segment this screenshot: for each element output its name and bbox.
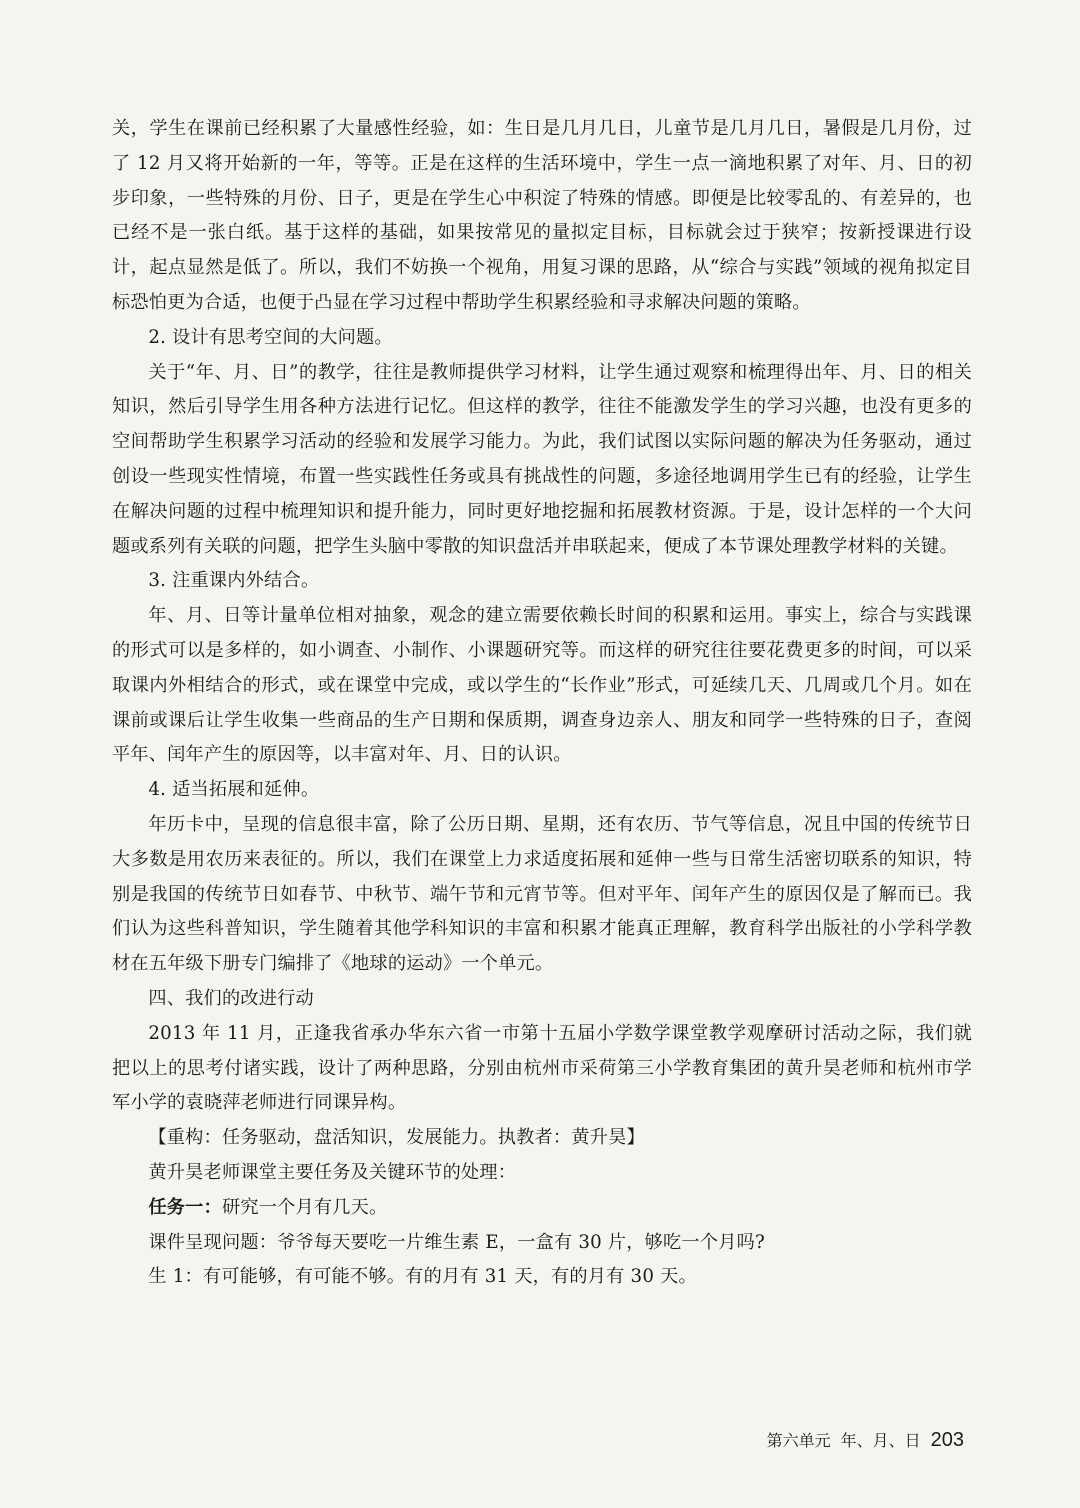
paragraph-intro: 关，学生在课前已经积累了大量感性经验，如：生日是几月几日，儿童节是几月几日，暑假是几月份，过了 12 月又将开始新的一年，等等。正是在这样的生活环境中，学生一点一滴地积累了对年、月、日的初步印象，一些特殊的月份、日子，更是在学生心中积淀了特殊的情感。即便是比较零乱的、有差异的，也已经不是一张白纸。基于这样的基础，如果按常见的量拟定目标，目标就会过于狭窄；按新授课进行设计，起点显然是低了。所以，我们不妨换一个视角，用复习课的思路，从“综合与实践”领域的视角拟定目标恐怕更为合适，也便于凸显在学习过程中帮助学生积累经验和寻求解决问题的策略。 (112, 118, 972, 313)
paragraph-4: 年历卡中，呈现的信息很丰富，除了公历日期、星期，还有农历、节气等信息，况且中国的传统节日大多数是用农历来表征的。所以，我们在课堂上力求适度拓展和延伸一些与日常生活密切联系的知识，特别是我国的传统节日如春节、中秋节、端午节和元宵节等。但对平年、闰年产生的原因仅是了解而已。我们认为这些科普知识，学生随着其他学科知识的丰富和积累才能真正理解，教育科学出版社的小学科学教材在五年级下册专门编排了《地球的运动》一个单元。 (112, 813, 972, 975)
paragraph-2: 关于“年、月、日”的教学，往往是教师提供学习材料，让学生通过观察和梳理得出年、月、日的相关知识，然后引导学生用各种方法进行记忆。但这样的教学，往往不能激发学生的学习兴趣，也没有更多的空间帮助学生积累学习活动的经验和发展学习能力。为此，我们试图以实际问题的解决为任务驱动，通过创设一些现实性情境，布置一些实践性任务或具有挑战性的问题，多途径地调用学生已有的经验，让学生在解决问题的过程中梳理知识和提升能力，同时更好地挖掘和拓展教材资源。于是，设计怎样的一个大问题或系列有关联的问题，把学生头脑中零散的知识盘活并串联起来，便成了本节课处理教学材料的关键。 (112, 361, 972, 557)
task-one-label: 任务一： (148, 1196, 222, 1218)
paragraph-task-one (112, 1191, 972, 1226)
heading-2: 2. 设计有思考空间的大问题。 (148, 326, 393, 348)
paragraph-3: 年、月、日等计量单位相对抽象，观念的建立需要依赖长时间的积累和运用。事实上，综合与实践课的形式可以是多样的，如小调查、小制作、小课题研究等。而这样的研究往往要花费更多的时间，可以采取课内外相结合的形式，或在课堂中完成，或以学生的“长作业”形式，可延续几天、几周或几个月。如在课前或课后让学生收集一些商品的生产日期和保质期，调查身边亲人、朋友和同学一些特殊的日子，查阅平年、闰年产生的原因等，以丰富对年、月、日的认识。 (112, 605, 972, 766)
paragraph-question: 课件呈现问题：爷爷每天要吃一片维生素 E，一盒有 30 片，够吃一个月吗? (148, 1231, 765, 1253)
page-body (112, 112, 972, 1295)
paragraph-5: 2013 年 11 月，正逢我省承办华东六省一市第十五届小学数学课堂教学观摩研讨活动之际，我们就把以上的思考付诸实践，设计了两种思路，分别由杭州市采荷第三小学教育集团的黄升昊老师和杭州市学军小学的袁晓萍老师进行同课异构。 (112, 1022, 972, 1114)
page-footer (767, 1428, 964, 1452)
footer-unit: 第六单元 (766, 1431, 831, 1450)
heading-3: 3. 注重课内外结合。 (148, 570, 320, 592)
task-one-text: 研究一个月有几天。 (221, 1196, 388, 1218)
page-number: 203 (930, 1429, 964, 1451)
paragraph-student-1: 生 1：有可能够，有可能不够。有的月有 31 天，有的月有 30 天。 (148, 1266, 697, 1288)
section-heading-improvement: 四、我们的改进行动 (148, 987, 314, 1009)
paragraph-tasks-intro: 黄升昊老师课堂主要任务及关键环节的处理： (148, 1161, 517, 1183)
footer-title: 年、月、日 (840, 1431, 921, 1450)
heading-4: 4. 适当拓展和延伸。 (148, 779, 320, 801)
paragraph-restructure: 【重构：任务驱动，盘活知识，发展能力。执教者：黄升昊】 (148, 1127, 645, 1149)
